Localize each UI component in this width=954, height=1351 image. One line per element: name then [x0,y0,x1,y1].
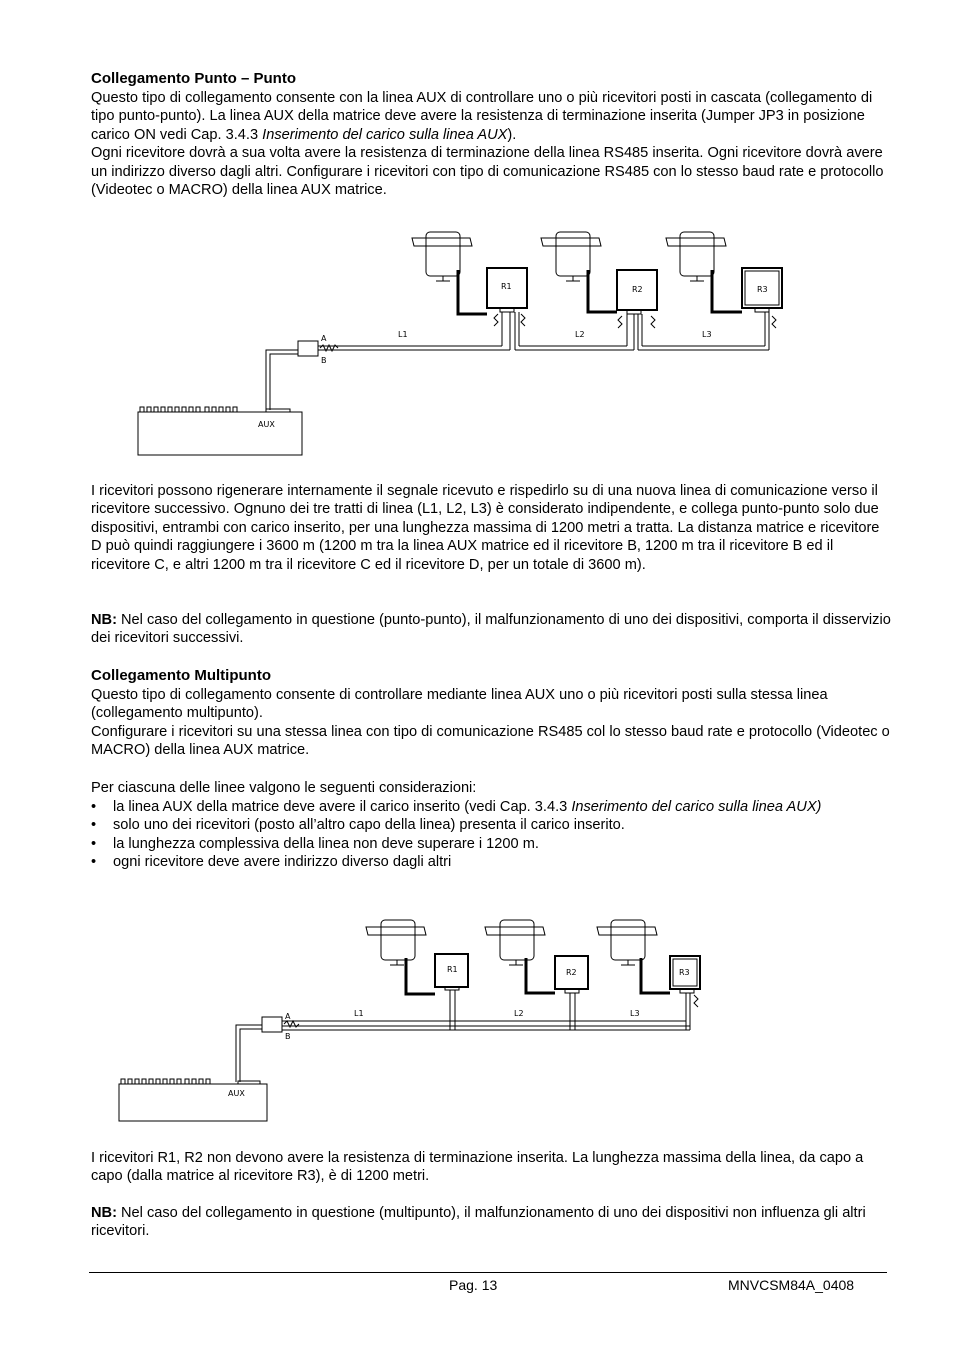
label-r2: R2 [632,285,643,294]
matrix-connectors [121,1079,260,1084]
label-l1: L1 [398,330,408,339]
list-item: • la lunghezza complessiva della linea non deve superare i 1200 m. [91,835,871,853]
paragraph-text: Questo tipo di collegamento consente con la linea AUX di controllare uno o più ricevitori posti in cascata (collegamento di tipo punto-punto). La linea AUX della matrice deve avere la resistenza di terminazione inserita (Jumper JP3 in posizione carico ON vedi Cap. 3.4.3 [91,90,873,143]
note-multipunto [91,1204,891,1241]
list-item: • la linea AUX della matrice deve avere il carico inserito (vedi Cap. 3.4.3 Inserimento del carico sulla linea AUX) [91,798,871,816]
document-code: MNVCSM84A_0408 [728,1277,855,1293]
section-heading-punto-punto: Collegamento Punto – Punto [91,70,296,87]
note-label: NB: [91,1205,117,1221]
paragraph-text: Questo tipo di collegamento consente di controllare mediante linea AUX uno o più ricevitori posti sulla stessa linea (collegamento multipunto). [91,687,828,722]
label-a: A [285,1012,291,1021]
list-item: • solo uno dei ricevitori (posto all’altro capo della linea) presenta il carico inserito. [91,816,871,834]
label-l1: L1 [354,1009,364,1018]
paragraph-receivers: Ogni ricevitore dovrà a sua volta avere la resistenza di terminazione della linea RS485 inserita. Ogni ricevitore dovrà avere un indirizzo diverso dagli altri. Configurare i ricevitori con tipo di comunicazione RS485 con lo stesso baud rate e protocollo (Videotec o MACRO) della linea AUX matrice. [91,145,884,199]
camera-1 [366,920,426,965]
note-label: NB: [91,612,117,628]
paragraph-text: Configurare i ricevitori su una stessa linea con tipo di comunicazione RS485 col lo stesso baud rate e protocollo (Videotec o MACRO) della linea AUX matrice. [91,723,890,759]
list-item: • ogni ricevitore deve avere indirizzo diverso dagli altri [91,853,871,871]
paragraph-text: ). [507,126,517,143]
label-aux: AUX [228,1089,245,1098]
label-l2: L2 [514,1009,524,1018]
label-r1: R1 [447,965,458,974]
label-r3: R3 [757,285,768,294]
italic-reference: Inserimento del carico sulla linea AUX) [571,799,822,815]
paragraph-text: I ricevitori R1, R2 non devono avere la resistenza di terminazione inserita. La lunghezza massima della linea, da capo a capo (dalla matrice al ricevitore R3), è di 1200 metri. [91,1150,864,1185]
label-a: A [321,334,327,343]
footer-divider [89,1272,887,1273]
italic-reference: Inserimento del carico sulla linea AUX [262,126,508,143]
note-text: Nel caso del collegamento in questione (multipunto), il malfunzionamento di uno dei dispositivi non influenza gli altri ricevitori. [91,1205,866,1240]
paragraph-text: Per ciascuna delle linee valgono le seguenti considerazioni: [91,780,477,796]
label-r1: R1 [501,282,512,291]
page-number: Pag. 13 [449,1277,498,1293]
label-l3: L3 [702,330,712,339]
note-text: Nel caso del collegamento in questione (punto-punto), il malfunzionamento di uno dei dispositivi, comporta il disservizio dei ricevitori successivi. [91,612,891,647]
label-l3: L3 [630,1009,640,1018]
junction-box [262,1017,282,1032]
label-b: B [321,356,327,365]
camera-3 [597,920,657,965]
label-b: B [285,1032,291,1041]
paragraph-text: I ricevitori possono rigenerare internamente il segnale ricevuto e rispedirlo su di una nuova linea di comunicazione verso il ricevitore successivo. Ognuno dei tre tratti di linea (L1, L2, L3) è considerato indipendente, e collega punto-punto solo due dispositivi, entrambi con carico inserito, per una lunghezza massima di 1200 metri a tratta. La distanza matrice e ricevitore D può quindi raggiungere i 3600 m (1200 m tra la linea AUX matrice ed il ricevitore B, 1200 m tra il ricevitore B ed il ricevitore C, e altri 1200 m tra il ricevitore C ed il ricevitore D, per un totale di 3600 m). [91,483,880,573]
label-r2: R2 [566,968,577,977]
label-aux: AUX [258,420,275,429]
label-r3: R3 [679,968,690,977]
section-heading-multipunto: Collegamento Multipunto [91,667,271,684]
label-l2: L2 [575,330,585,339]
camera-2 [485,920,545,965]
paragraph-termination [91,1149,891,1186]
